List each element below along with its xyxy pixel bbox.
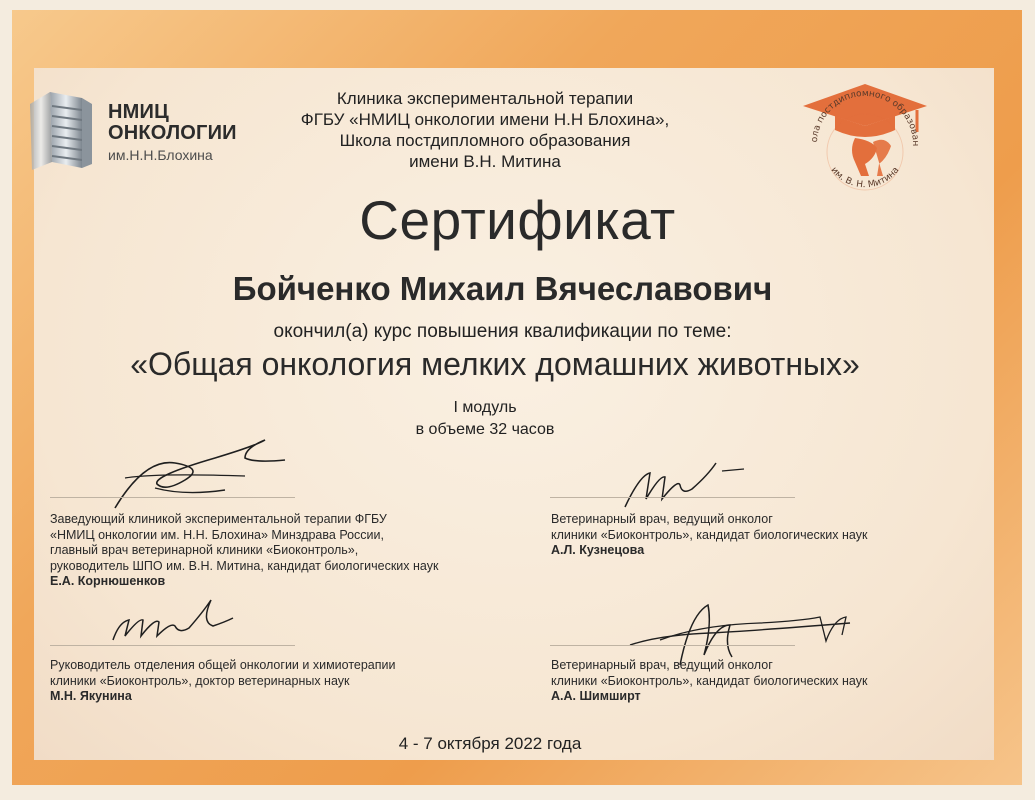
course-dates: 4 - 7 октября 2022 года bbox=[398, 734, 582, 753]
course-title: «Общая онкология мелких домашних животных» bbox=[130, 346, 860, 382]
logo-line3: им.Н.Н.Блохина bbox=[108, 147, 213, 163]
signatory-2-line-2: клиники «Биоконтроль», кандидат биологических наук bbox=[551, 527, 868, 542]
school-logo bbox=[795, 80, 935, 200]
signatory-1-line-2: «НМИЦ онкологии им. Н.Н. Блохина» Минздрава России, bbox=[50, 527, 384, 542]
signatory-3-line-1: Руководитель отделения общей онкологии и химиотерапии bbox=[50, 658, 396, 672]
school-arc-text: ола постдипломного образован bbox=[809, 88, 921, 147]
signatory-1-line-3: главный врач ветеринарной клиники «Биоконтроль», bbox=[50, 543, 359, 557]
signature-4-line bbox=[550, 645, 795, 646]
signature-2-line bbox=[550, 497, 795, 498]
school-bottom-text: им. В. Н. Митина bbox=[828, 165, 902, 191]
signature-1-line bbox=[50, 497, 295, 498]
signatory-3-line-2: клиники «Биоконтроль», доктор ветеринарных наук bbox=[50, 673, 350, 688]
course-hours: в объеме 32 часов bbox=[415, 421, 555, 438]
course-module: I модуль bbox=[453, 399, 517, 416]
issuer-header bbox=[230, 88, 740, 172]
nmic-logo bbox=[20, 82, 245, 182]
signatory-2-name: А.Л. Кузнецова bbox=[551, 543, 645, 557]
signatory-2 bbox=[551, 512, 971, 559]
signatory-2-line-1: Ветеринарный врач, ведущий онколог bbox=[551, 512, 773, 526]
signatory-3 bbox=[50, 658, 520, 705]
signatory-1 bbox=[50, 512, 520, 590]
signatory-4-line-2: клиники «Биоконтроль», кандидат биологических наук bbox=[551, 673, 868, 688]
signatory-1-line-1: Заведующий клиникой экспериментальной терапии ФГБУ bbox=[50, 512, 387, 526]
header-line-3: Школа постдипломного образования bbox=[339, 131, 631, 150]
signatory-4 bbox=[551, 658, 971, 705]
signature-2-image bbox=[620, 455, 760, 515]
header-line-4: имени В.Н. Митина bbox=[409, 152, 561, 171]
graduation-cap-logo-icon bbox=[795, 80, 935, 200]
signature-3-line bbox=[50, 645, 295, 646]
signatory-4-name: А.А. Шимширт bbox=[551, 689, 641, 703]
header-line-1: Клиника экспериментальной терапии bbox=[336, 89, 634, 108]
header-line-2: ФГБУ «НМИЦ онкологии имени Н.Н Блохина», bbox=[300, 110, 670, 129]
logo-line2: ОНКОЛОГИИ bbox=[108, 122, 237, 144]
building-logo-icon bbox=[20, 82, 105, 182]
signatory-4-line-1: Ветеринарный врач, ведущий онколог bbox=[551, 658, 773, 672]
course-intro: окончил(а) курс повышения квалификации по теме: bbox=[273, 321, 732, 342]
signature-1-image bbox=[95, 418, 295, 518]
signature-3-image bbox=[105, 592, 245, 652]
logo-text bbox=[108, 102, 237, 166]
signatory-1-name: Е.А. Корнюшенков bbox=[50, 574, 166, 588]
recipient-name: Бойченко Михаил Вячеславович bbox=[232, 270, 773, 307]
signatory-1-line-4: руководитель ШПО им. В.Н. Митина, кандидат биологических наук bbox=[50, 558, 439, 573]
signatory-3-name: М.Н. Якунина bbox=[50, 689, 132, 703]
certificate-title: Сертификат bbox=[359, 189, 676, 251]
logo-line1: НМИЦ bbox=[108, 101, 169, 123]
